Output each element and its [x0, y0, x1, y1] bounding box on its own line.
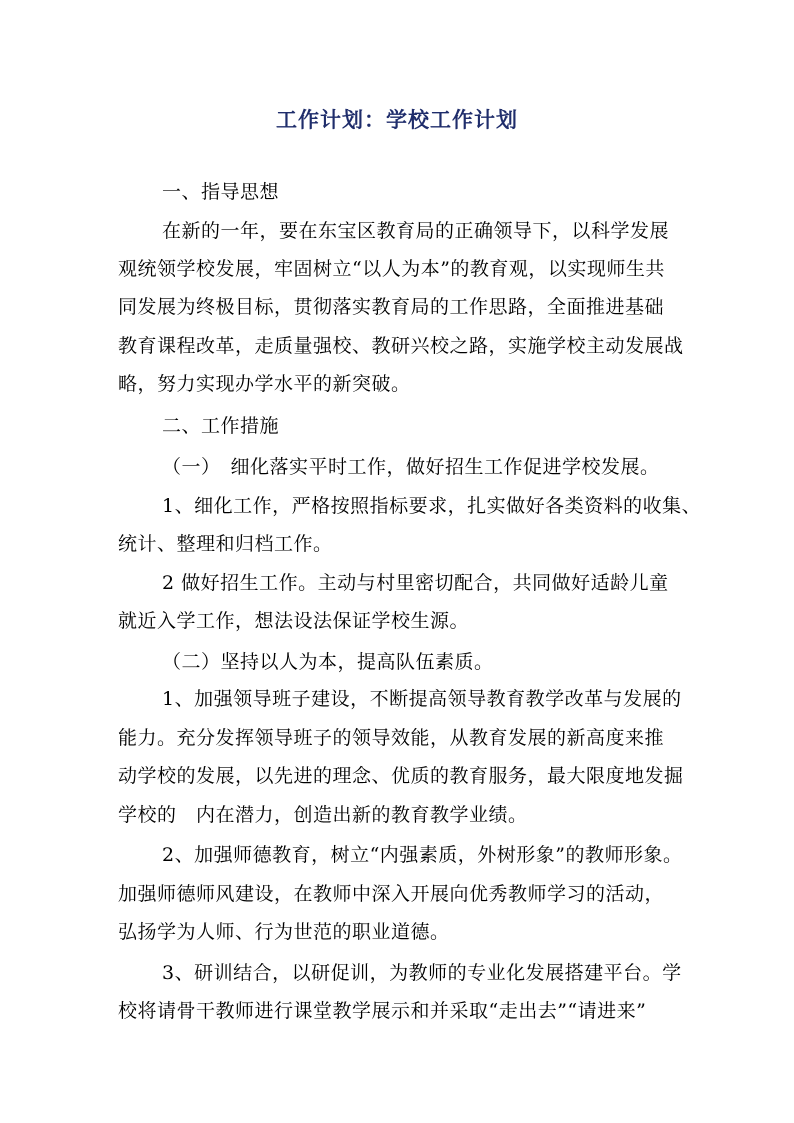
paragraph-line: 学校的 内在潜力，创造出新的教育教学业绩。	[118, 804, 528, 826]
paragraph-line: 观统领学校发展，牢固树立“以人为本”的教育观，以实现师生共	[118, 258, 665, 280]
paragraph-line: 校将请骨干教师进行课堂教学展示和并采取“走出去”“请进来”	[118, 1000, 647, 1022]
paragraph-line: 略，努力实现办学水平的新突破。	[118, 373, 411, 395]
paragraph-line: 加强师德师风建设，在教师中深入开展向优秀教师学习的活动，	[118, 883, 665, 905]
paragraph-line: 1、加强领导班子建设，不断提高领导教育教学改革与发展的	[162, 688, 682, 710]
paragraph-line: 2、加强师德教育，树立“内强素质，外树形象”的教师形象。	[162, 844, 683, 866]
paragraph-line: 3、研训结合，以研促训，为教师的专业化发展搭建平台。学	[162, 962, 682, 984]
subheading-1: （一） 细化落实平时工作，做好招生工作促进学校发展。	[162, 456, 660, 478]
subheading-2: （二）坚持以人为本，提高队伍素质。	[162, 651, 494, 673]
heading-work-measures: 二、工作措施	[162, 415, 280, 437]
paragraph-line: 1、细化工作，严格按照指标要求，扎实做好各类资料的收集、	[162, 495, 702, 517]
paragraph-line: 能力。充分发挥领导班子的领导效能，从教育发展的新高度来推	[118, 727, 665, 749]
paragraph-line: 动学校的发展，以先进的理念、优质的教育服务，最大限度地发掘	[118, 765, 684, 787]
paragraph-line: 在新的一年，要在东宝区教育局的正确领导下，以科学发展	[162, 220, 670, 242]
paragraph-line: 2 做好招生工作。主动与村里密切配合，共同做好适龄儿童	[162, 572, 669, 594]
paragraph-line: 教育课程改革，走质量强校、教研兴校之路，实施学校主动发展战	[118, 335, 684, 357]
paragraph-line: 就近入学工作，想法设法保证学校生源。	[118, 610, 470, 632]
paragraph-line: 弘扬学为人师、行为世范的职业道德。	[118, 921, 450, 943]
paragraph-line: 同发展为终极目标，贯彻落实教育局的工作思路，全面推进基础	[118, 296, 665, 318]
heading-guiding-thought: 一、指导思想	[162, 181, 280, 203]
page-title: 工作计划：学校工作计划	[276, 107, 518, 132]
paragraph-line: 统计、整理和归档工作。	[118, 533, 333, 555]
